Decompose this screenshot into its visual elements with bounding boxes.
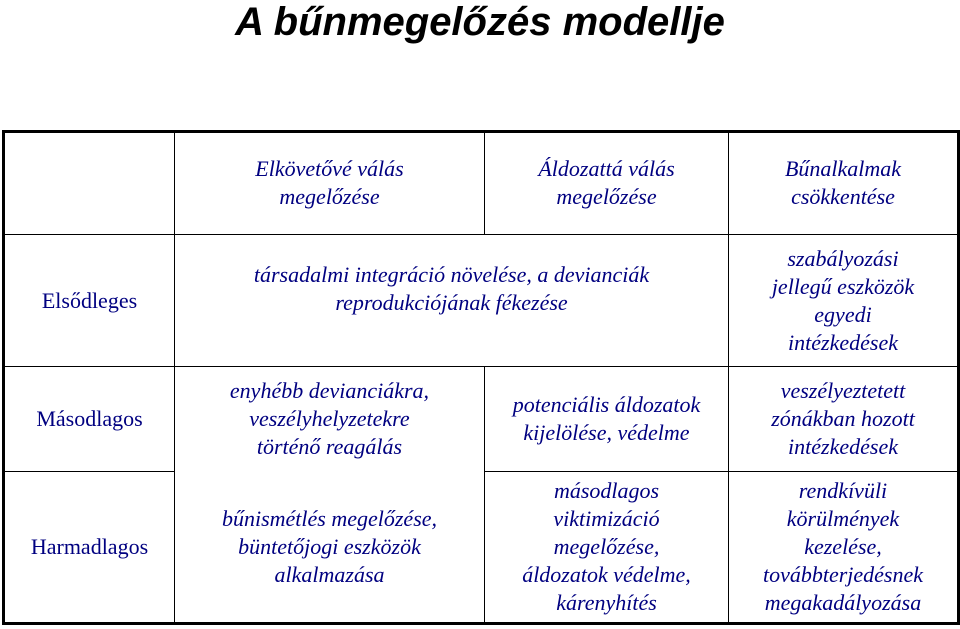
primary-merged-line1: társadalmi integráció növelése, a devianciák — [253, 261, 650, 287]
tertiary-row — [4, 472, 959, 624]
column-header-offender-line2: megelőzése — [279, 184, 380, 210]
tertiary-victim-line2: viktimizáció — [553, 506, 660, 532]
secondary-opportunity-cell — [729, 367, 959, 472]
page-title — [0, 0, 960, 52]
prevention-model-table — [2, 130, 960, 625]
tertiary-victim-line1: másodlagos — [553, 478, 660, 504]
tertiary-victim-line5: kárenyhítés — [556, 590, 657, 616]
tertiary-opportunity-cell — [729, 472, 959, 624]
column-header-offender — [175, 132, 485, 235]
primary-opportunity-cell — [729, 234, 959, 367]
row-header-tertiary: Harmadlagos — [4, 472, 175, 624]
secondary-row — [4, 367, 959, 472]
secondary-opportunity-line3: intézkedések — [788, 434, 898, 460]
secondary-victim-cell — [485, 367, 729, 472]
tertiary-offender-cell — [175, 472, 485, 624]
tertiary-opportunity-line3: kezelése, — [804, 534, 882, 560]
tertiary-opportunity-line1: rendkívüli — [798, 478, 888, 504]
header-row — [4, 132, 959, 235]
tertiary-offender-line3: alkalmazása — [274, 561, 385, 587]
secondary-offender-line2: veszélyhelyzetekre — [249, 406, 410, 432]
tertiary-opportunity-line5: megakadályozása — [764, 590, 922, 616]
column-header-opportunity — [729, 132, 959, 235]
tertiary-opportunity-line4: továbbterjedésnek — [762, 562, 924, 588]
tertiary-offender-line1: bűnismétlés megelőzése, — [221, 505, 438, 531]
secondary-victim-line2: kijelölése, védelme — [523, 420, 690, 446]
page-title-text: A bűnmegelőzés modellje — [235, 0, 725, 44]
tertiary-victim-line4: áldozatok védelme, — [522, 562, 691, 588]
secondary-opportunity-line1: veszélyeztetett — [780, 378, 906, 404]
row-header-secondary: Másodlagos — [4, 367, 175, 472]
secondary-opportunity-line2: zónákban hozott — [771, 406, 915, 432]
primary-row — [4, 234, 959, 367]
primary-merged-cell — [175, 234, 729, 367]
column-header-opportunity-line1: Bűnalkalmak — [784, 156, 902, 182]
column-header-victim-line2: megelőzése — [556, 184, 657, 210]
primary-opportunity-line1: szabályozási — [787, 245, 899, 271]
column-header-opportunity-line2: csökkentése — [791, 184, 895, 210]
secondary-offender-cell — [175, 367, 485, 472]
primary-opportunity-line3: egyedi — [814, 301, 872, 327]
primary-merged-line2: reprodukciójának fékezése — [335, 289, 568, 315]
tertiary-victim-cell — [485, 472, 729, 624]
primary-opportunity-line4: intézkedések — [788, 329, 898, 355]
primary-opportunity-line2: jellegű eszközök — [771, 273, 915, 299]
tertiary-victim-line3: megelőzése, — [553, 534, 660, 560]
secondary-offender-line3: történő reagálás — [256, 434, 403, 460]
secondary-offender-line1: enyhébb devianciákra, — [229, 378, 430, 404]
row-header-primary: Elsődleges — [4, 234, 175, 367]
column-header-victim-line1: Áldozattá válás — [538, 156, 675, 182]
tertiary-offender-line2: büntetőjogi eszközök — [238, 533, 421, 559]
tertiary-opportunity-line2: körülmények — [786, 506, 900, 532]
corner-cell — [4, 132, 175, 235]
column-header-offender-line1: Elkövetővé válás — [255, 156, 404, 182]
column-header-victim — [485, 132, 729, 235]
secondary-victim-line1: potenciális áldozatok — [512, 392, 701, 418]
